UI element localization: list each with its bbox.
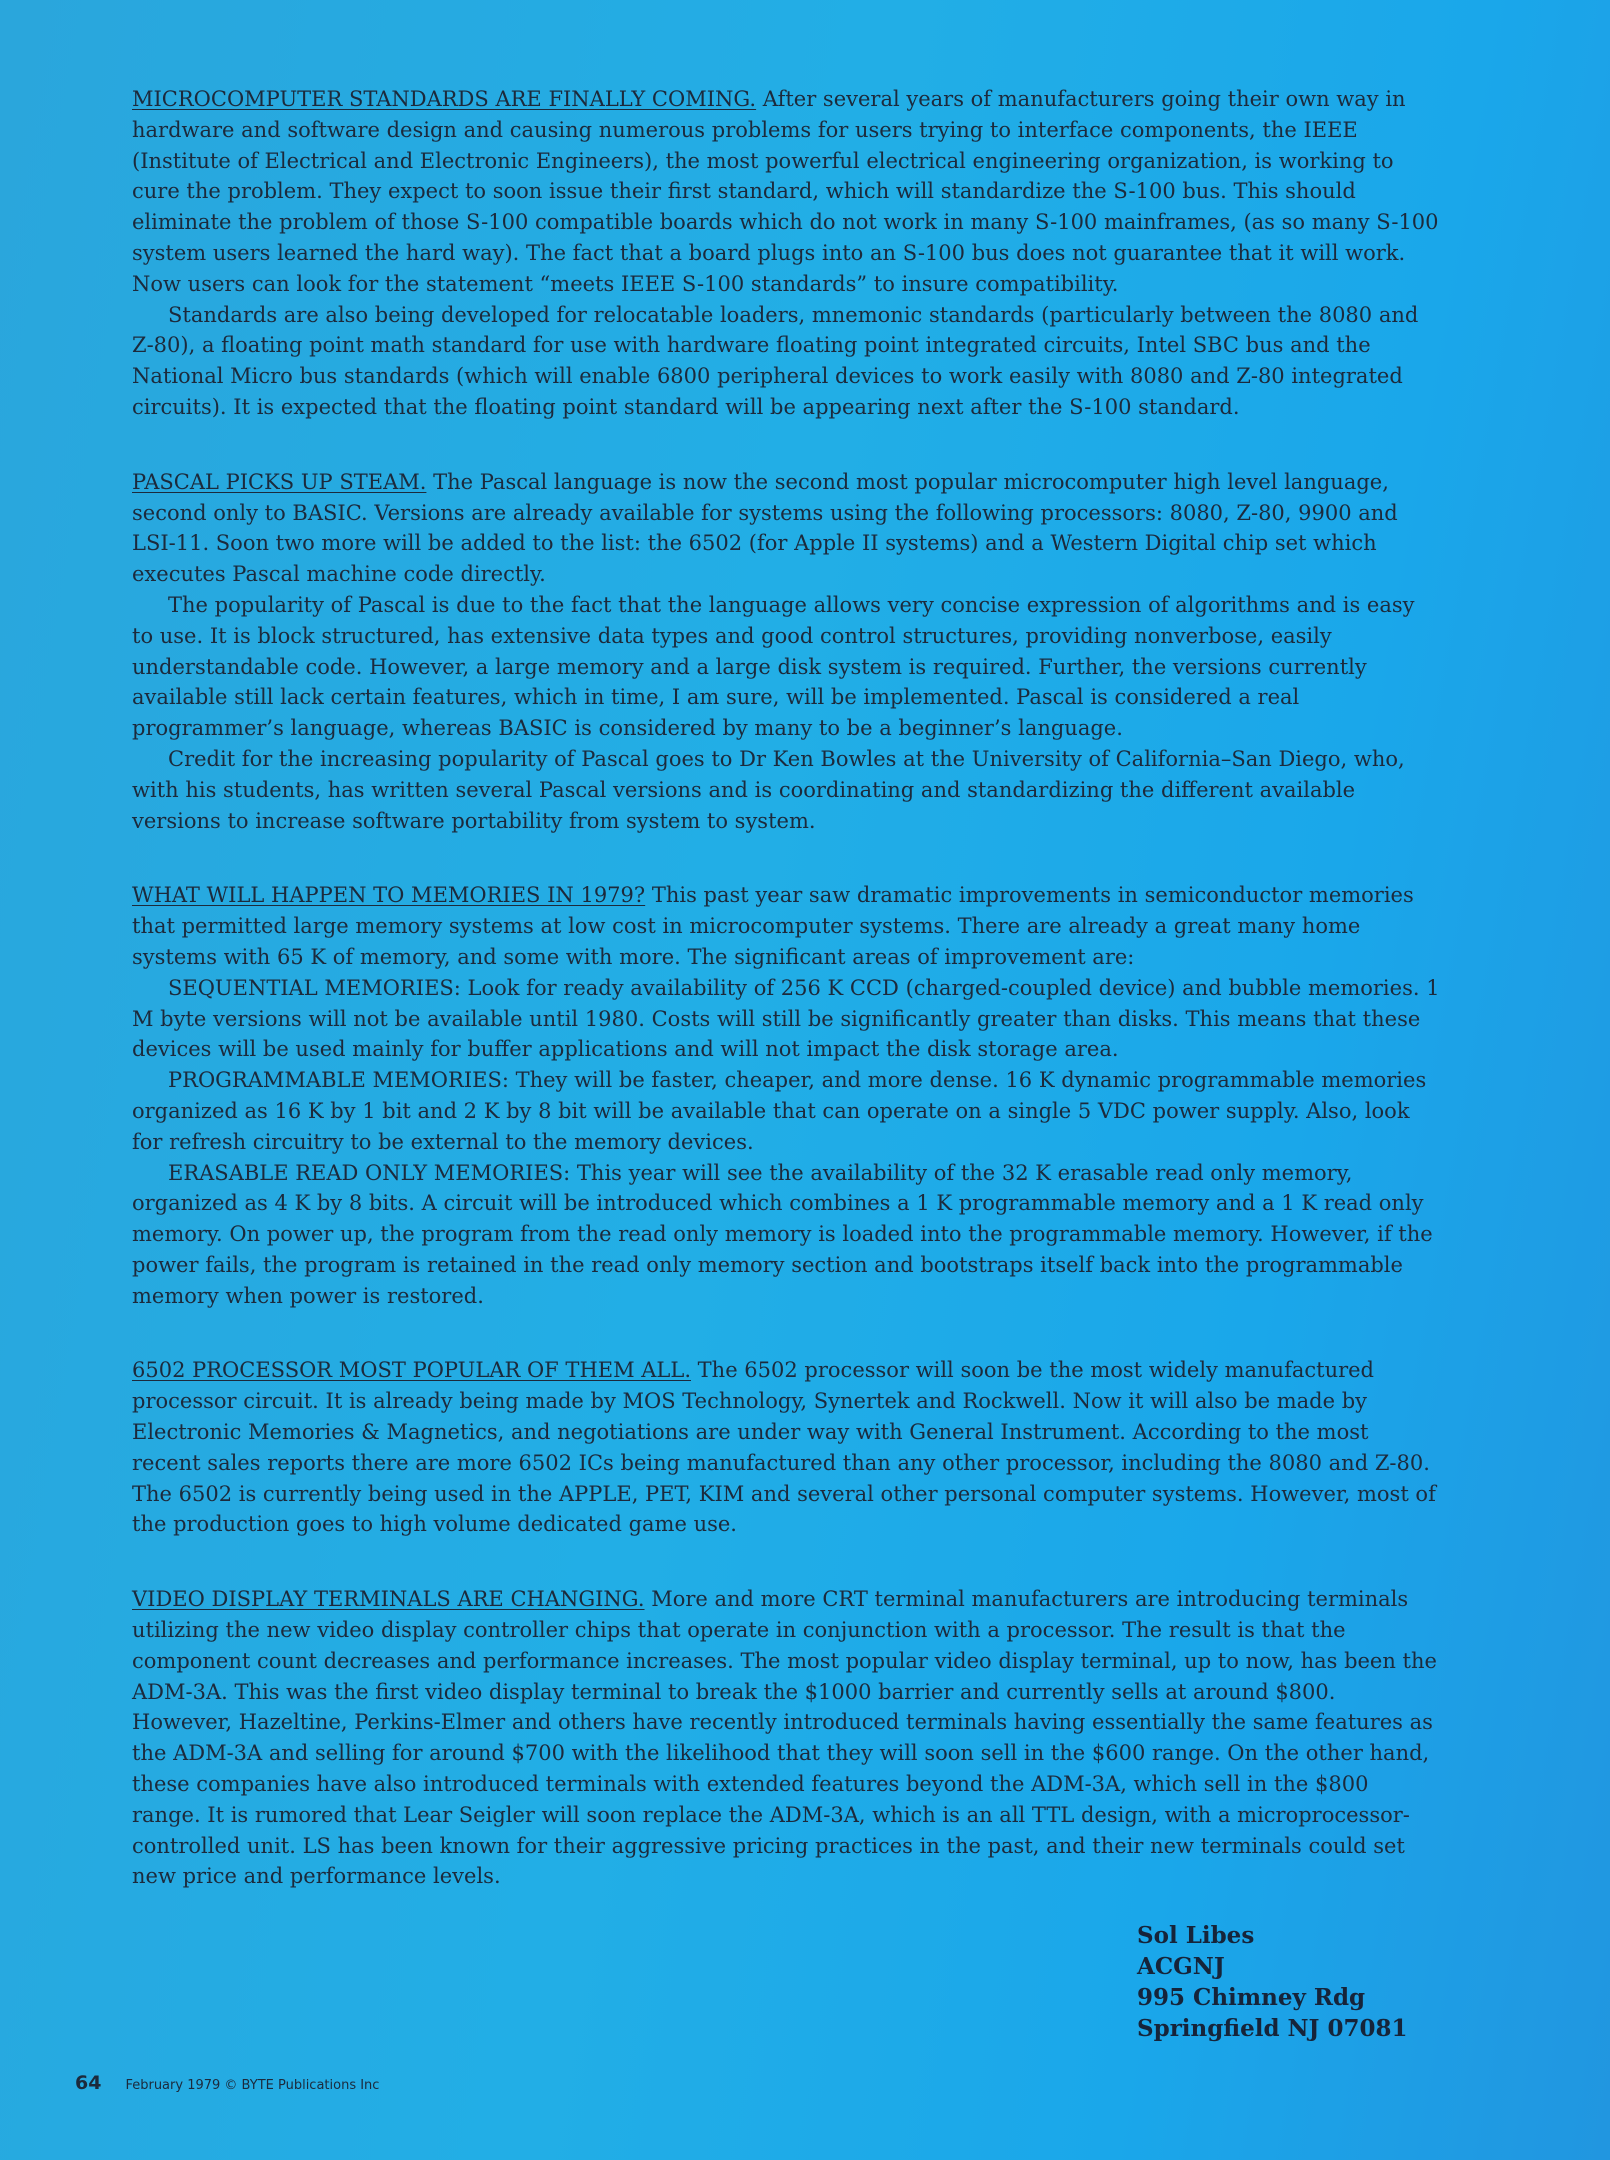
page-number: 64: [75, 2072, 102, 2094]
section-memories: [132, 880, 1442, 1311]
paragraph: [132, 880, 1442, 972]
author-organization: ACGNJ: [1137, 1953, 1225, 1980]
section-pascal: [132, 467, 1442, 837]
paragraph-text: More and more CRT terminal manufacturers are introducing terminals utilizing the new video display controller chips that operate in conjunction with a processor. The result is that the component count decreases and performance increases. The most popular video display terminal, up to now, has been the ADM-3A. This was the first video display terminal to break the $1000 barrier and currently sells at around $800. However, Hazeltine, Perkins-Elmer and others have recently introduced terminals having essentially the same features as the ADM-3A and selling for around $700 with the likelihood that they will soon sell in the $600 range. On the other hand, these companies have also introduced terminals with extended features beyond the ADM-3A, which sell in the $800 range. It is rumored that Lear Seigler will soon replace the ADM-3A, which is an all TTL design, with a microprocessor-controlled unit. LS has been known for their aggressive pricing practices in the past, and their new terminals could set new price and performance levels.: [132, 1587, 1437, 1889]
page-footer: [75, 2072, 379, 2094]
section-terminals: [132, 1584, 1442, 1892]
paragraph: ERASABLE READ ONLY MEMORIES: This year will see the availability of the 32 K erasable read only memory, organized as 4 K by 8 bits. A circuit will be introduced which combines a 1 K programmable memory and a 1 K read only memory. On power up, the program from the read only memory is loaded into the programmable memory. However, if the power fails, the program is retained in the read only memory section and bootstraps itself back into the programmable memory when power is restored.: [132, 1160, 1433, 1308]
paragraph-text: The 6502 processor will soon be the most widely manufactured processor circuit. It is already being made by MOS Technology, Synertek and Rockwell. Now it will also be made by Electronic Memories & Magnetics, and negotiations are under way with General Instrument. According to the most recent sales reports there are more 6502 ICs being manufactured than any other processor, including the 8080 and Z-80. The 6502 is currently being used in the APPLE, PET, KIM and several other personal computer systems. However, most of the production goes to high volume dedicated game use.: [132, 1358, 1436, 1537]
paragraph-text: After several years of manufacturers going their own way in hardware and software design and causing numerous problems for users trying to interface components, the IEEE (Institute of Electrical and Electronic Engineers), the most powerful electrical engineering organization, is working to cure the problem. They expect to soon issue their first standard, which will standardize the S-100 bus. This should eliminate the problem of those S-100 compatible boards which do not work in many S-100 mainframes, (as so many S-100 system users learned the hard way). The fact that a board plugs into an S-100 bus does not guarantee that it will work. Now users can look for the statement “meets IEEE S-100 standards” to insure compatibility.: [132, 87, 1439, 296]
author-signature-block: [1137, 1920, 1407, 2044]
paragraph: [132, 467, 1442, 590]
section-headline: PASCAL PICKS UP STEAM.: [132, 469, 427, 494]
paragraph: SEQUENTIAL MEMORIES: Look for ready availability of 256 K CCD (charged-coupled device) and bubble memories. 1 M byte versions will not be available until 1980. Costs will still be significantly greater than disks. This means that these devices will be used mainly for buffer applications and will not impact the disk storage area.: [132, 975, 1440, 1062]
section-headline: VIDEO DISPLAY TERMINALS ARE CHANGING.: [132, 1587, 645, 1612]
section-headline: WHAT WILL HAPPEN TO MEMORIES IN 1979?: [132, 883, 646, 908]
author-name: Sol Libes: [1137, 1922, 1255, 1949]
section-headline: 6502 PROCESSOR MOST POPULAR OF THEM ALL.: [132, 1358, 691, 1383]
article-body: [132, 84, 1442, 1936]
author-street: 995 Chimney Rdg: [1137, 1984, 1366, 2011]
section-headline: MICROCOMPUTER STANDARDS ARE FINALLY COMING.: [132, 87, 757, 111]
paragraph: Standards are also being developed for relocatable loaders, mnemonic standards (particularly between the 8080 and Z-80), a floating point math standard for use with hardware floating point integrated circuits, Intel SBC bus and the National Micro bus standards (which will enable 6800 peripheral devices to work easily with 8080 and Z-80 integrated circuits). It is expected that the floating point standard will be appearing next after the S-100 standard.: [132, 302, 1419, 419]
author-city: Springfield NJ 07081: [1137, 2015, 1408, 2042]
paragraph: PROGRAMMABLE MEMORIES: They will be faster, cheaper, and more dense. 16 K dynamic programmable memories organized as 16 K by 1 bit and 2 K by 8 bit will be available that can operate on a single 5 VDC power supply. Also, look for refresh circuitry to be external to the memory devices.: [132, 1068, 1427, 1154]
publication-credit: February 1979 © BYTE Publications Inc: [125, 2078, 380, 2093]
paragraph-text: The Pascal language is now the second most popular microcomputer high level language, second only to BASIC. Versions are already available for systems using the following processors: 8080, Z-80, 9900 and LSI-11. Soon two more will be added to the list: the 6502 (for Apple II systems) and a Western Digital chip set which executes Pascal machine code directly.: [132, 469, 1398, 587]
paragraph-text: This past year saw dramatic improvements in semiconductor memories that permitted large memory systems at low cost in microcomputer systems. There are already a great many home systems with 65 K of memory, and some with more. The significant areas of improvement are:: [132, 883, 1414, 969]
paragraph: [132, 84, 1442, 300]
section-standards: [132, 84, 1442, 423]
section-6502: [132, 1355, 1442, 1540]
paragraph: Credit for the increasing popularity of Pascal goes to Dr Ken Bowles at the University of California–San Diego, who, with his students, has written several Pascal versions and is coordinating and standardizing the different available versions to increase software portability from system to system.: [132, 746, 1405, 833]
paragraph: [132, 1584, 1442, 1892]
paragraph: [132, 1355, 1442, 1540]
paragraph: The popularity of Pascal is due to the fact that the language allows very concise expression of algorithms and is easy to use. It is block structured, has extensive data types and good control structures, providing nonverbose, easily understandable code. However, a large memory and a large disk system is required. Further, the versions currently available still lack certain features, which in time, I am sure, will be implemented. Pascal is considered a real programmer’s language, whereas BASIC is considered by many to be a beginner’s language.: [132, 592, 1415, 741]
